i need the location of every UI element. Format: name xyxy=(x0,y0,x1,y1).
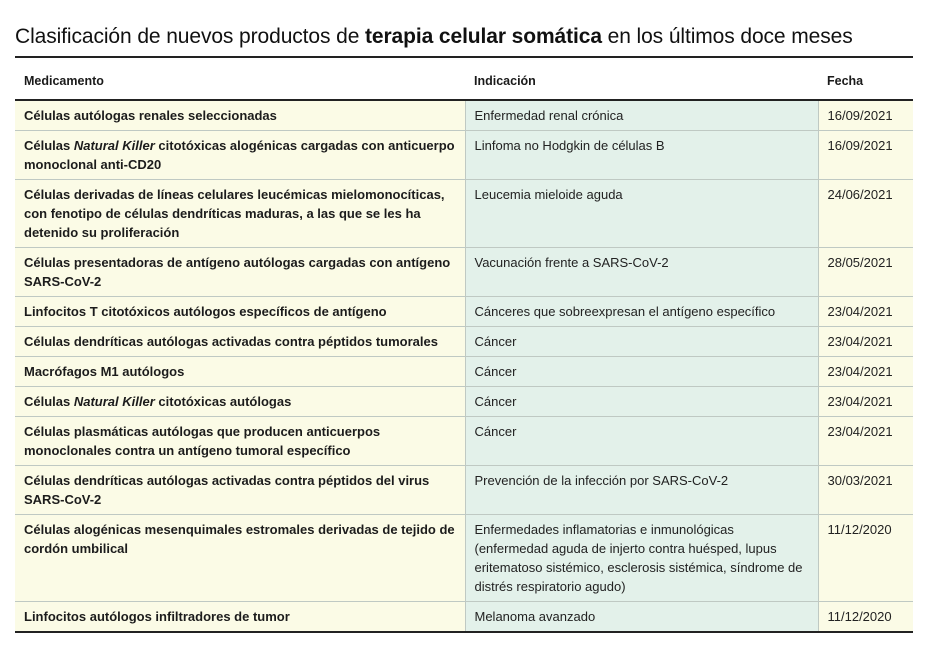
table-row xyxy=(15,357,913,387)
cell-medicamento xyxy=(15,515,465,602)
table-row xyxy=(15,466,913,515)
medicamento-italic-text: Natural Killer xyxy=(73,138,155,153)
header-medicamento: Medicamento xyxy=(15,66,465,100)
medicamento-text: Linfocitos T citotóxicos autólogos específicos de antígeno xyxy=(24,304,387,319)
cell-indicacion: Linfoma no Hodgkin de células B xyxy=(465,131,818,180)
cell-medicamento xyxy=(15,602,465,633)
table-body xyxy=(15,100,913,632)
cell-fecha: 16/09/2021 xyxy=(818,131,913,180)
cell-indicacion: Cáncer xyxy=(465,327,818,357)
table-row xyxy=(15,180,913,248)
medicamento-text-end: citotóxicas autólogas xyxy=(154,394,292,409)
cell-medicamento xyxy=(15,180,465,248)
table-row xyxy=(15,327,913,357)
cell-fecha: 28/05/2021 xyxy=(818,248,913,297)
cell-medicamento xyxy=(15,327,465,357)
cell-fecha: 23/04/2021 xyxy=(818,357,913,387)
cell-medicamento xyxy=(15,100,465,131)
medicamento-text: Células alogénicas mesenquimales estromales derivadas de tejido de cordón umbilical xyxy=(24,522,455,556)
table-header-row xyxy=(15,66,913,100)
products-table xyxy=(15,66,913,633)
cell-indicacion: Cáncer xyxy=(465,357,818,387)
table-row xyxy=(15,248,913,297)
table-row xyxy=(15,602,913,633)
cell-medicamento xyxy=(15,248,465,297)
cell-indicacion: Enfermedades inflamatorias e inmunológicas (enfermedad aguda de injerto contra huésped, lupus eritematoso sistémico, esclerosis sistémica, síndrome de distrés respiratorio agudo) xyxy=(465,515,818,602)
page-title xyxy=(15,22,853,52)
cell-fecha: 23/04/2021 xyxy=(818,297,913,327)
cell-indicacion: Cáncer xyxy=(465,417,818,466)
cell-medicamento xyxy=(15,297,465,327)
title-part-1: Clasificación de nuevos productos de xyxy=(15,25,366,48)
cell-indicacion: Leucemia mieloide aguda xyxy=(465,180,818,248)
cell-indicacion: Cánceres que sobreexpresan el antígeno específico xyxy=(465,297,818,327)
cell-fecha: 11/12/2020 xyxy=(818,515,913,602)
cell-indicacion: Melanoma avanzado xyxy=(465,602,818,633)
cell-medicamento xyxy=(15,466,465,515)
medicamento-text: Células plasmáticas autólogas que producen anticuerpos monoclonales contra un antígeno tumoral específico xyxy=(24,424,381,458)
table-row xyxy=(15,100,913,131)
cell-medicamento xyxy=(15,417,465,466)
table-row xyxy=(15,297,913,327)
cell-fecha: 23/04/2021 xyxy=(818,417,913,466)
table-row xyxy=(15,387,913,417)
title-rule xyxy=(15,56,913,58)
cell-indicacion: Vacunación frente a SARS-CoV-2 xyxy=(465,248,818,297)
medicamento-text: Macrófagos M1 autólogos xyxy=(24,364,185,379)
cell-medicamento xyxy=(15,357,465,387)
cell-fecha: 23/04/2021 xyxy=(818,387,913,417)
cell-fecha: 30/03/2021 xyxy=(818,466,913,515)
cell-indicacion: Enfermedad renal crónica xyxy=(465,100,818,131)
table-row xyxy=(15,515,913,602)
cell-fecha: 16/09/2021 xyxy=(818,100,913,131)
medicamento-text: Linfocitos autólogos infiltradores de tumor xyxy=(24,609,290,624)
title-part-2: en los últimos doce meses xyxy=(601,25,853,48)
medicamento-text: Células xyxy=(24,138,74,153)
medicamento-text: Células dendríticas autólogas activadas contra péptidos del virus SARS-CoV-2 xyxy=(24,473,430,507)
cell-fecha: 24/06/2021 xyxy=(818,180,913,248)
medicamento-text: Células derivadas de líneas celulares leucémicas mielomonocíticas, con fenotipo de células dendríticas maduras, a las que se les ha detenido su proliferación xyxy=(24,187,445,240)
medicamento-text: Células dendríticas autólogas activadas contra péptidos tumorales xyxy=(24,334,438,349)
medicamento-text: Células autólogas renales seleccionadas xyxy=(24,108,277,123)
cell-indicacion: Cáncer xyxy=(465,387,818,417)
medicamento-italic-text: Natural Killer xyxy=(73,394,155,409)
cell-medicamento xyxy=(15,131,465,180)
medicamento-text: Células xyxy=(24,394,74,409)
header-fecha: Fecha xyxy=(818,66,913,100)
cell-fecha: 23/04/2021 xyxy=(818,327,913,357)
table-row xyxy=(15,417,913,466)
cell-fecha: 11/12/2020 xyxy=(818,602,913,633)
title-bold-part: terapia celular somática xyxy=(365,25,602,48)
table-row xyxy=(15,131,913,180)
medicamento-text: Células presentadoras de antígeno autólogas cargadas con antígeno SARS-CoV-2 xyxy=(24,255,451,289)
cell-medicamento xyxy=(15,387,465,417)
medicamento-text-end: citotóxicas alogénicas cargadas con anticuerpo monoclonal anti-CD20 xyxy=(24,138,455,172)
cell-indicacion: Prevención de la infección por SARS-CoV-2 xyxy=(465,466,818,515)
header-indicacion: Indicación xyxy=(465,66,818,100)
